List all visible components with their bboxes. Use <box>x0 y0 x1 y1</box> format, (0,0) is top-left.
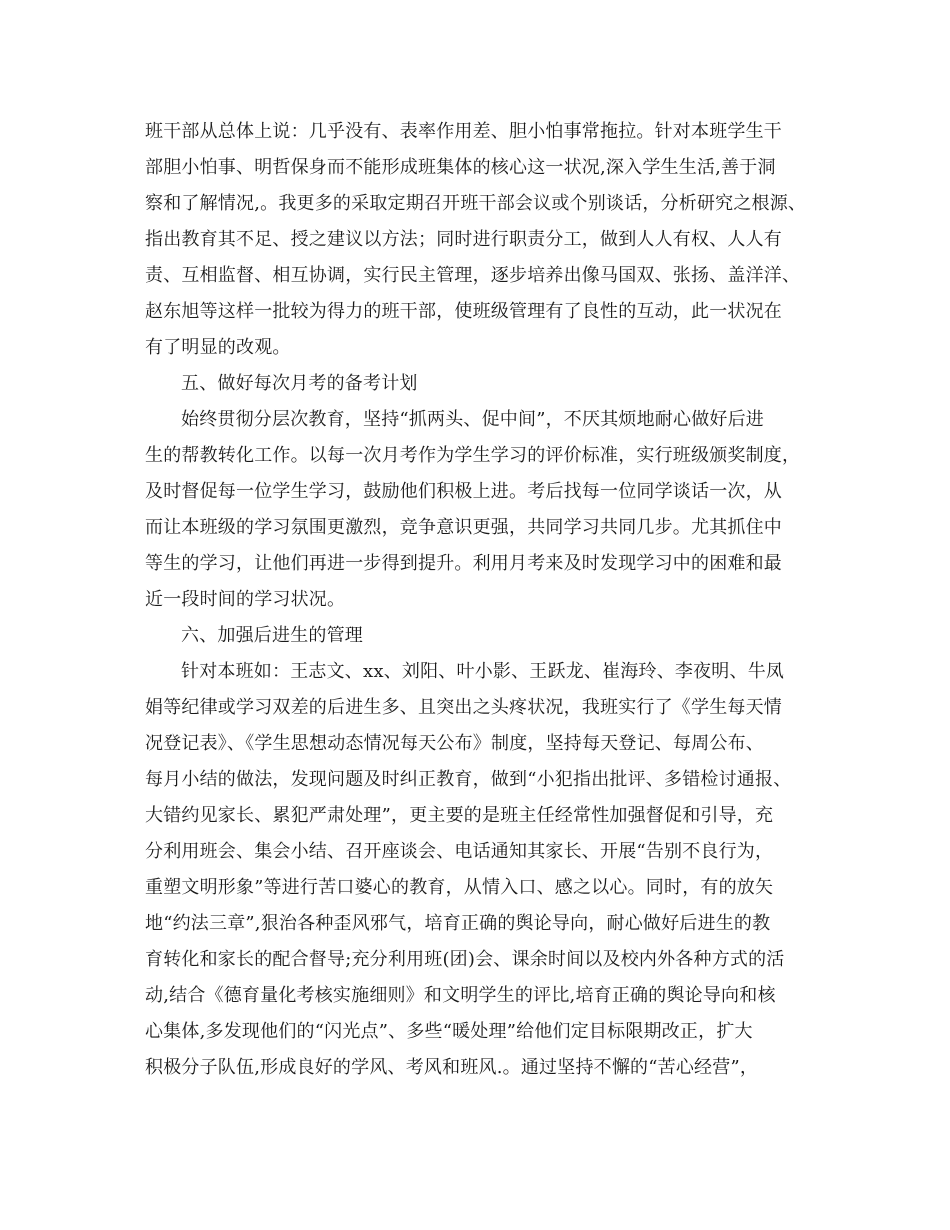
paragraph-line: 而让本班级的学习氛围更激烈，竞争意识更强，共同学习共同几步。尤其抓住中 <box>145 517 782 538</box>
paragraph-line: 况登记表》、《学生思想动态情况每天公布》制度，坚持每天登记、每周公布、 <box>145 733 764 754</box>
paragraph-line: 赵东旭等这样一批较为得力的班干部，使班级管理有了良性的互动，此一状况在 <box>145 301 782 322</box>
paragraph-line: 指出教育其不足、授之建议以方法；同时进行职责分工，做到人人有权、人人有 <box>145 229 782 250</box>
paragraph-line: 动,结合《德育量化考核实施细则》和文明学生的评比,培育正确的舆论导向和核 <box>145 985 776 1006</box>
paragraph-line: 班干部从总体上说：几乎没有、表率作用差、胆小怕事常拖拉。针对本班学生干 <box>145 121 782 142</box>
section-heading: 五、做好每次月考的备考计划 <box>181 373 418 394</box>
paragraph-line: 育转化和家长的配合督导;充分利用班(团)会、课余时间以及校内外各种方式的活 <box>145 949 785 970</box>
paragraph-line: 有了明显的改观。 <box>145 337 291 358</box>
paragraph-line: 责、互相监督、相互协调，实行民主管理，逐步培养出像马国双、张扬、盖洋洋、 <box>145 265 801 286</box>
paragraph-line: 重塑文明形象”等进行苦口婆心的教育，从情入口、感之以心。同时，有的放矢 <box>145 877 774 898</box>
paragraph-line: 娟等纪律或学习双差的后进生多、且突出之头疼状况，我班实行了《学生每天情 <box>145 697 782 718</box>
section-heading: 六、加强后进生的管理 <box>181 625 363 646</box>
paragraph-line: 针对本班如：王志文、xx、刘阳、叶小影、王跃龙、崔海玲、李夜明、牛凤 <box>181 661 785 682</box>
paragraph-line: 及时督促每一位学生学习，鼓励他们积极上进。考后找每一位同学谈话一次，从 <box>145 481 782 502</box>
paragraph-line: 始终贯彻分层次教育，坚持“抓两头、促中间”，不厌其烦地耐心做好后进 <box>181 409 765 430</box>
paragraph-line: 近一段时间的学习状况。 <box>145 589 346 610</box>
paragraph-line: 地“约法三章”,狠治各种歪风邪气，培育正确的舆论导向，耐心做好后进生的教 <box>145 913 771 934</box>
paragraph-line: 生的帮教转化工作。以每一次月考作为学生学习的评价标准，实行班级颁奖制度， <box>145 445 801 466</box>
paragraph-line: 等生的学习，让他们再进一步得到提升。利用月考来及时发现学习中的困难和最 <box>145 553 782 574</box>
paragraph-line: 察和了解情况,。我更多的采取定期召开班干部会议或个别谈话，分析研究之根源、 <box>145 193 807 214</box>
paragraph-line: 部胆小怕事、明哲保身而不能形成班集体的核心这一状况,深入学生生活,善于洞 <box>145 157 776 178</box>
paragraph-line: 心集体,多发现他们的“闪光点”、多些“暖处理”给他们定目标限期改正，扩大 <box>145 1021 753 1042</box>
paragraph-line: 分利用班会、集会小结、召开座谈会、电话通知其家长、开展“告别不良行为， <box>145 841 774 862</box>
paragraph-line: 大错约见家长、累犯严肃处理”，更主要的是班主任经常性加强督促和引导，充 <box>145 805 774 826</box>
paragraph-line: 积极分子队伍,形成良好的学风、考风和班风.。通过坚持不懈的“苦心经营”， <box>145 1057 759 1078</box>
paragraph-line: 每月小结的做法，发现问题及时纠正教育，做到“小犯指出批评、多错检讨通报、 <box>145 769 792 790</box>
